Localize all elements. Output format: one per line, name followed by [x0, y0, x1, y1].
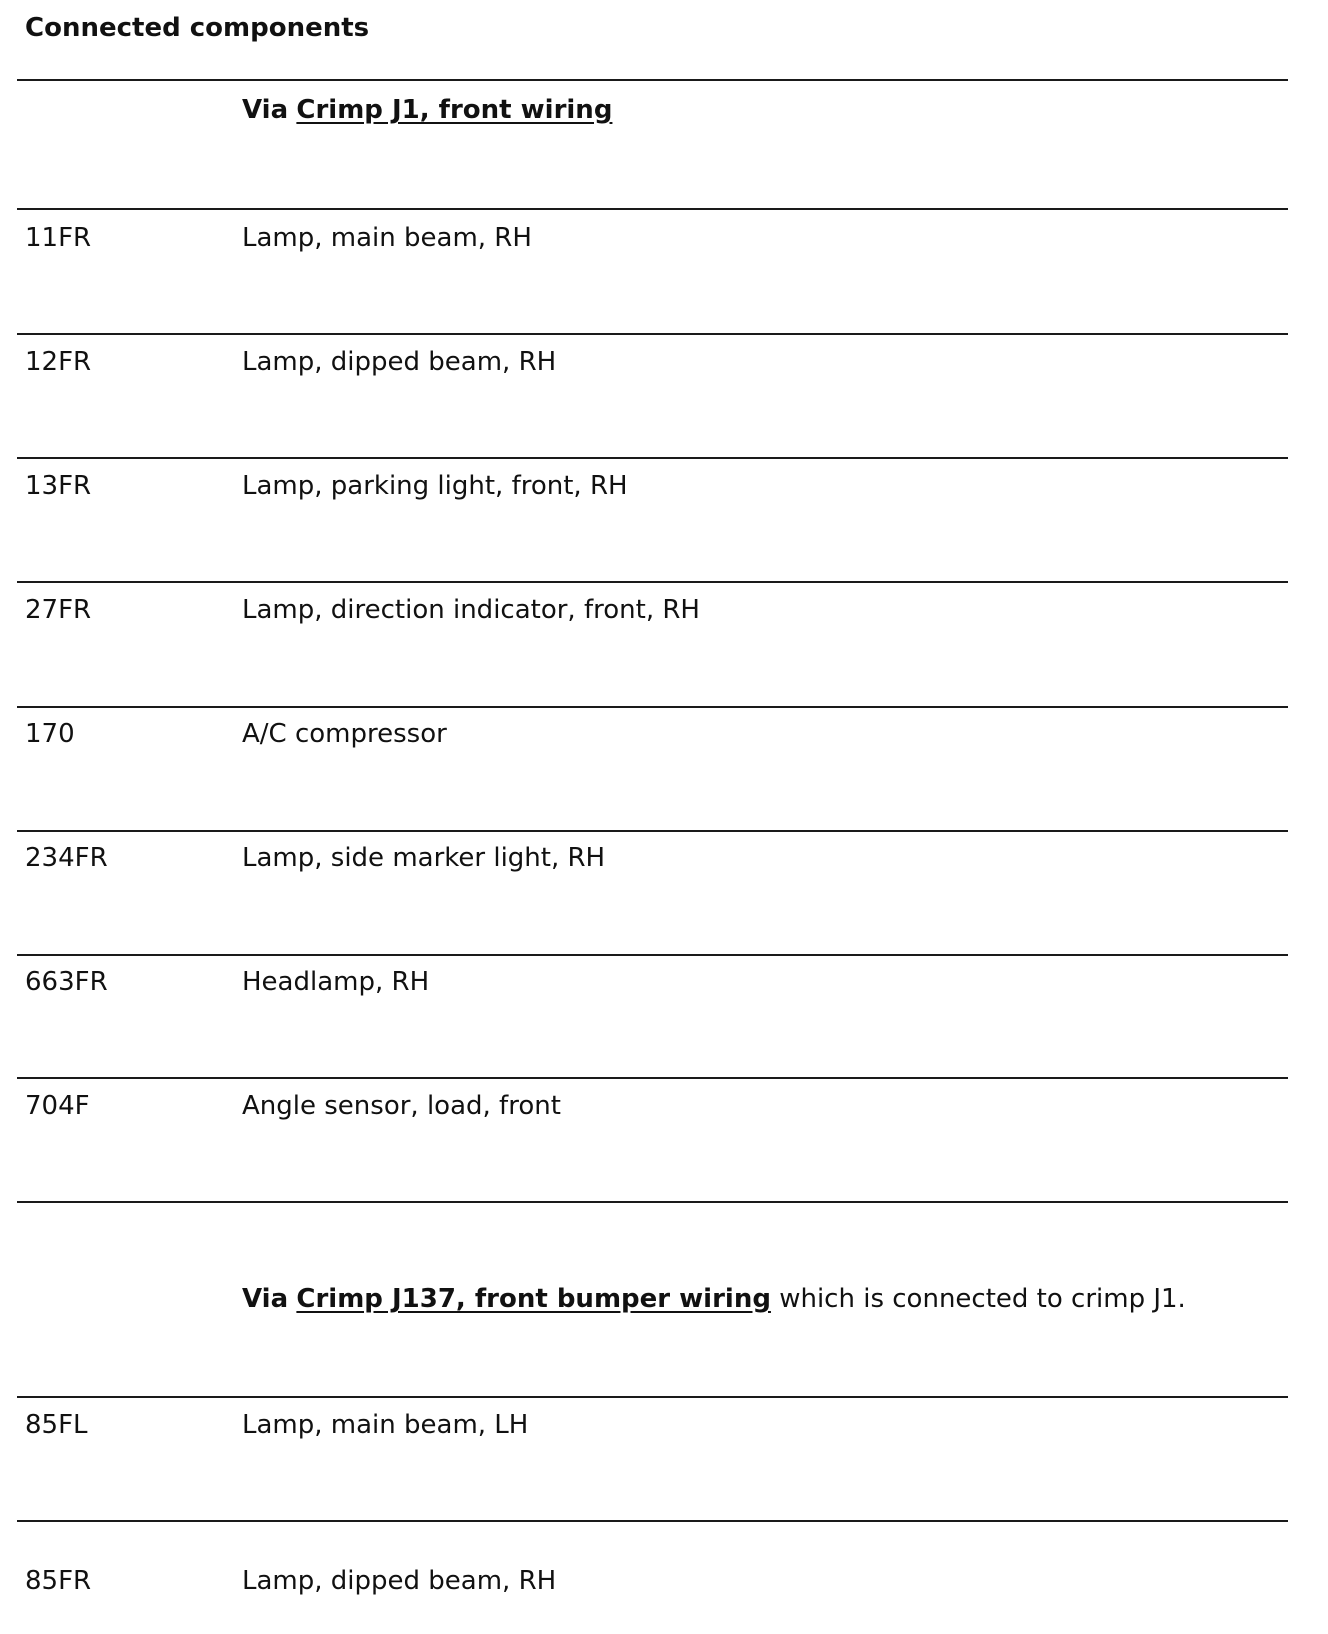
divider — [17, 79, 1288, 81]
component-description: Lamp, dipped beam, RH — [242, 347, 557, 377]
component-code: 11FR — [25, 223, 92, 253]
divider — [17, 706, 1288, 708]
component-description: Angle sensor, load, front — [242, 1091, 561, 1121]
divider — [17, 581, 1288, 583]
component-code: 704F — [25, 1091, 90, 1121]
component-code: 27FR — [25, 595, 92, 625]
via-label: Via — [242, 1284, 289, 1314]
crimp-j137-link[interactable]: Crimp J137, front bumper wiring — [296, 1284, 771, 1314]
component-code: 85FL — [25, 1410, 88, 1440]
divider — [17, 208, 1288, 210]
component-code: 234FR — [25, 843, 108, 873]
via-label: Via — [242, 95, 289, 125]
divider — [17, 1201, 1288, 1203]
divider — [17, 1077, 1288, 1079]
divider — [17, 333, 1288, 335]
component-code: 663FR — [25, 967, 108, 997]
component-description: Lamp, direction indicator, front, RH — [242, 595, 700, 625]
divider — [17, 1520, 1288, 1522]
component-description: Lamp, main beam, LH — [242, 1410, 529, 1440]
divider — [17, 830, 1288, 832]
page-title: Connected components — [25, 13, 370, 43]
crimp-j1-link[interactable]: Crimp J1, front wiring — [296, 95, 613, 125]
component-code: 12FR — [25, 347, 92, 377]
component-description: A/C compressor — [242, 719, 447, 749]
component-code: 170 — [25, 719, 75, 749]
component-code: 85FR — [25, 1566, 92, 1596]
component-description: Lamp, parking light, front, RH — [242, 471, 628, 501]
component-description: Lamp, dipped beam, RH — [242, 1566, 557, 1596]
divider — [17, 954, 1288, 956]
component-code: 13FR — [25, 471, 92, 501]
component-description: Lamp, side marker light, RH — [242, 843, 606, 873]
component-description: Headlamp, RH — [242, 967, 430, 997]
section-note: which is connected to crimp J1. — [779, 1284, 1186, 1314]
section-header-j1 — [242, 94, 612, 126]
component-description: Lamp, main beam, RH — [242, 223, 532, 253]
divider — [17, 457, 1288, 459]
section-header-j137 — [242, 1283, 1186, 1315]
divider — [17, 1396, 1288, 1398]
